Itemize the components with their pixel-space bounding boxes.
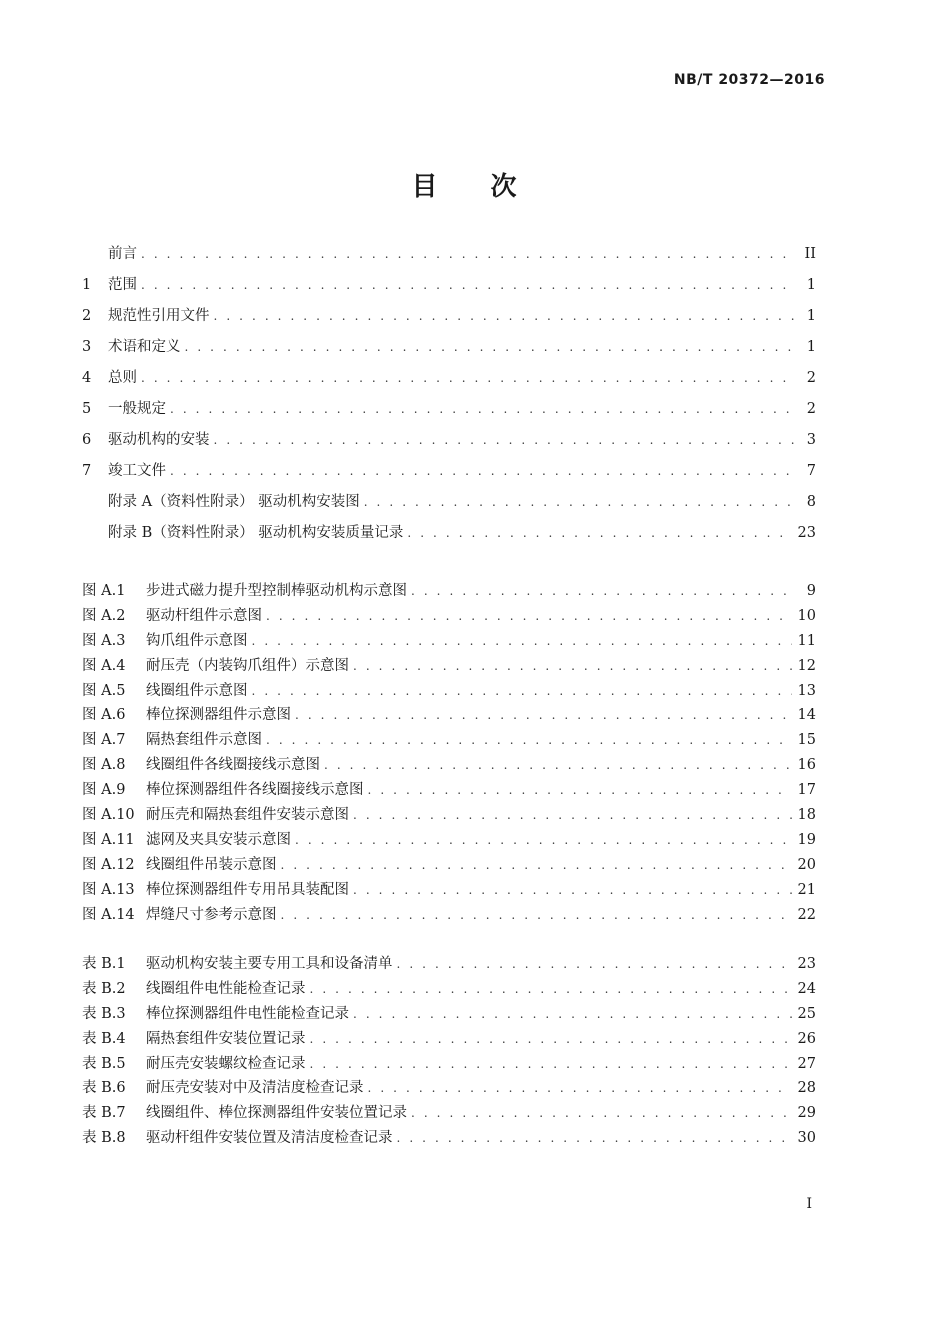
toc-entry-page: 23	[797, 525, 816, 541]
toc-main-section	[82, 247, 816, 557]
toc-entry-label: 总则	[108, 370, 137, 386]
toc-entry-page: 2	[806, 401, 816, 417]
toc-entry[interactable]	[82, 883, 816, 908]
toc-entry-number: 图 A.13	[82, 881, 135, 898]
dot-leader	[266, 610, 792, 622]
dot-leader	[252, 685, 792, 697]
dot-leader	[397, 1132, 792, 1144]
dot-leader	[295, 834, 792, 846]
toc-entry-number: 图 A.12	[82, 856, 135, 873]
dot-leader	[397, 958, 792, 970]
dot-leader	[214, 310, 795, 322]
toc-entry[interactable]	[82, 833, 816, 858]
toc-entry-number: 5	[82, 401, 92, 417]
toc-entry[interactable]	[82, 1007, 816, 1032]
toc-entry-number: 3	[82, 339, 92, 355]
toc-entry-label: 竣工文件	[108, 463, 166, 479]
toc-entry-label: 钩爪组件示意图	[146, 632, 248, 649]
toc-entry-number: 图 A.1	[82, 583, 126, 599]
dot-leader	[411, 1107, 792, 1119]
toc-figures-section	[82, 584, 816, 932]
toc-entry[interactable]	[82, 659, 816, 684]
toc-entry[interactable]	[82, 957, 816, 982]
dot-leader	[368, 1082, 792, 1094]
dot-leader	[411, 585, 794, 597]
dot-leader	[141, 248, 794, 260]
toc-entry-page: 20	[797, 856, 816, 873]
toc-entry-number: 表 B.7	[82, 1105, 126, 1122]
toc-entry[interactable]	[82, 584, 816, 609]
toc-entry[interactable]	[82, 733, 816, 758]
toc-entry-label: 耐压壳安装螺纹检查记录	[146, 1055, 306, 1072]
toc-entry-label: 规范性引用文件	[108, 308, 210, 324]
dot-leader	[310, 1058, 792, 1070]
toc-entry-page: 16	[797, 757, 816, 774]
toc-entry-number: 图 A.8	[82, 757, 126, 774]
toc-entry-number: 6	[82, 432, 92, 448]
toc-entry-label: 耐压壳安装对中及清洁度检查记录	[146, 1080, 364, 1097]
toc-entry-page: 1	[806, 308, 816, 324]
toc-entry-page: 21	[797, 881, 816, 898]
toc-entry[interactable]	[82, 609, 816, 634]
toc-entry[interactable]	[82, 278, 816, 309]
toc-entry[interactable]	[82, 340, 816, 371]
toc-entry-page: 26	[797, 1030, 816, 1047]
toc-entry-label: 线圈组件吊装示意图	[146, 856, 277, 873]
toc-entry-number: 表 B.1	[82, 956, 126, 972]
toc-entry-number: 图 A.6	[82, 707, 126, 724]
toc-entry-page: 12	[797, 657, 816, 674]
dot-leader	[252, 635, 792, 647]
toc-entry-label: 线圈组件各线圈接线示意图	[146, 757, 320, 774]
toc-entry-label: 线圈组件、棒位探测器组件安装位置记录	[146, 1105, 407, 1122]
toc-entry-number: 2	[82, 308, 92, 324]
dot-leader	[295, 709, 792, 721]
toc-entry-label: 驱动杆组件安装位置及清洁度检查记录	[146, 1130, 393, 1147]
toc-entry-number: 图 A.7	[82, 732, 126, 749]
toc-entry-label: 滤网及夹具安装示意图	[146, 831, 291, 848]
toc-entry-page: 28	[797, 1080, 816, 1097]
toc-entry-number: 图 A.3	[82, 632, 126, 649]
toc-entry-page: 27	[797, 1055, 816, 1072]
dot-leader	[170, 465, 794, 477]
toc-entry[interactable]	[82, 402, 816, 433]
toc-entry-label: 范围	[108, 277, 137, 293]
toc-entry[interactable]	[82, 1081, 816, 1106]
toc-entry-number: 表 B.3	[82, 1005, 126, 1022]
toc-entry-page: 29	[797, 1105, 816, 1122]
toc-entry[interactable]	[82, 1131, 816, 1156]
toc-entry-label: 棒位探测器组件示意图	[146, 707, 291, 724]
dot-leader	[368, 784, 792, 796]
toc-entry-page: 2	[806, 370, 816, 386]
toc-entry-number: 表 B.4	[82, 1030, 126, 1047]
toc-entry-page: 1	[806, 339, 816, 355]
toc-entry-number: 表 B.6	[82, 1080, 126, 1097]
toc-entry-page: 23	[797, 956, 816, 972]
toc-entry-label: 耐压壳（内装钩爪组件）示意图	[146, 657, 349, 674]
toc-entry[interactable]	[82, 495, 816, 526]
toc-entry-label: 棒位探测器组件专用吊具装配图	[146, 881, 349, 898]
toc-entry-label: 术语和定义	[108, 339, 181, 355]
dot-leader	[281, 909, 792, 921]
toc-entry-page: 25	[797, 1005, 816, 1022]
toc-entry-page: 9	[806, 583, 816, 599]
toc-entry[interactable]	[82, 758, 816, 783]
toc-entry[interactable]	[82, 247, 816, 278]
toc-entry-number: 图 A.11	[82, 831, 135, 848]
toc-entry-page: 17	[797, 782, 816, 799]
page-title: 目 次	[411, 172, 539, 202]
toc-entry-page: 15	[797, 732, 816, 749]
toc-entry[interactable]	[82, 309, 816, 340]
toc-entry-page: II	[804, 246, 816, 262]
dot-leader	[281, 859, 792, 871]
toc-entry-number: 图 A.9	[82, 782, 126, 799]
toc-entry-page: 19	[797, 831, 816, 848]
dot-leader	[310, 983, 792, 995]
toc-entry[interactable]	[82, 783, 816, 808]
page-number: I	[806, 1196, 812, 1212]
toc-entry-page: 14	[797, 707, 816, 724]
toc-entry-number: 表 B.5	[82, 1055, 126, 1072]
toc-entry-number: 1	[82, 277, 92, 293]
dot-leader	[353, 884, 792, 896]
toc-entry-label: 步进式磁力提升型控制棒驱动机构示意图	[146, 583, 407, 599]
toc-entry-label: 线圈组件示意图	[146, 682, 248, 699]
dot-leader	[310, 1033, 792, 1045]
dot-leader	[364, 496, 794, 508]
toc-entry-page: 30	[797, 1130, 816, 1147]
toc-entry-page: 7	[806, 463, 816, 479]
standard-code: NB/T 20372—2016	[673, 72, 825, 88]
toc-entry[interactable]	[82, 684, 816, 709]
toc-entry-page: 24	[797, 980, 816, 997]
toc-entry-page: 18	[797, 807, 816, 824]
toc-entry-page: 11	[797, 632, 816, 649]
toc-entry-number: 图 A.2	[82, 607, 126, 624]
dot-leader	[353, 1008, 792, 1020]
toc-tables-section	[82, 957, 816, 1156]
toc-entry-number: 图 A.14	[82, 906, 135, 923]
toc-entry[interactable]	[82, 1032, 816, 1057]
toc-entry-label: 驱动机构的安装	[108, 432, 210, 448]
toc-entry[interactable]	[82, 858, 816, 883]
toc-entry[interactable]	[82, 708, 816, 733]
toc-entry-label: 焊缝尺寸参考示意图	[146, 906, 277, 923]
toc-entry-page: 8	[806, 494, 816, 510]
dot-leader	[324, 759, 792, 771]
toc-entry-label: 附录 A（资料性附录） 驱动机构安装图	[108, 494, 360, 510]
toc-entry[interactable]	[82, 808, 816, 833]
toc-entry-number: 图 A.10	[82, 807, 135, 824]
toc-entry-label: 隔热套组件示意图	[146, 732, 262, 749]
toc-entry[interactable]	[82, 1057, 816, 1082]
toc-entry-label: 一般规定	[108, 401, 166, 417]
toc-entry-label: 耐压壳和隔热套组件安装示意图	[146, 807, 349, 824]
dot-leader	[170, 403, 794, 415]
dot-leader	[407, 527, 791, 539]
toc-entry-label: 驱动机构安装主要专用工具和设备清单	[146, 956, 393, 972]
toc-entry[interactable]	[82, 1106, 816, 1131]
toc-entry[interactable]	[82, 526, 816, 557]
toc-entry[interactable]	[82, 371, 816, 402]
toc-entry-page: 3	[806, 432, 816, 448]
toc-entry[interactable]	[82, 433, 816, 464]
toc-entry-page: 22	[797, 906, 816, 923]
toc-entry[interactable]	[82, 634, 816, 659]
toc-entry-number: 表 B.8	[82, 1130, 126, 1147]
toc-entry-label: 附录 B（资料性附录） 驱动机构安装质量记录	[108, 525, 404, 541]
toc-entry[interactable]	[82, 982, 816, 1007]
toc-entry-label: 棒位探测器组件各线圈接线示意图	[146, 782, 364, 799]
toc-entry-number: 图 A.4	[82, 657, 126, 674]
dot-leader	[141, 279, 794, 291]
toc-entry-number: 表 B.2	[82, 980, 126, 997]
toc-entry-number: 图 A.5	[82, 682, 126, 699]
toc-entry-label: 驱动杆组件示意图	[146, 607, 262, 624]
dot-leader	[141, 372, 794, 384]
toc-entry-page: 10	[797, 607, 816, 624]
toc-entry[interactable]	[82, 464, 816, 495]
dot-leader	[353, 809, 792, 821]
dot-leader	[353, 660, 792, 672]
toc-entry-page: 1	[806, 277, 816, 293]
toc-entry-number: 4	[82, 370, 92, 386]
toc-entry-label: 线圈组件电性能检查记录	[146, 980, 306, 997]
toc-entry-label: 前言	[108, 246, 137, 262]
dot-leader	[266, 734, 792, 746]
toc-entry-label: 棒位探测器组件电性能检查记录	[146, 1005, 349, 1022]
toc-entry-page: 13	[797, 682, 816, 699]
dot-leader	[185, 341, 795, 353]
toc-entry-label: 隔热套组件安装位置记录	[146, 1030, 306, 1047]
dot-leader	[214, 434, 795, 446]
toc-entry[interactable]	[82, 908, 816, 933]
toc-entry-number: 7	[82, 463, 92, 479]
